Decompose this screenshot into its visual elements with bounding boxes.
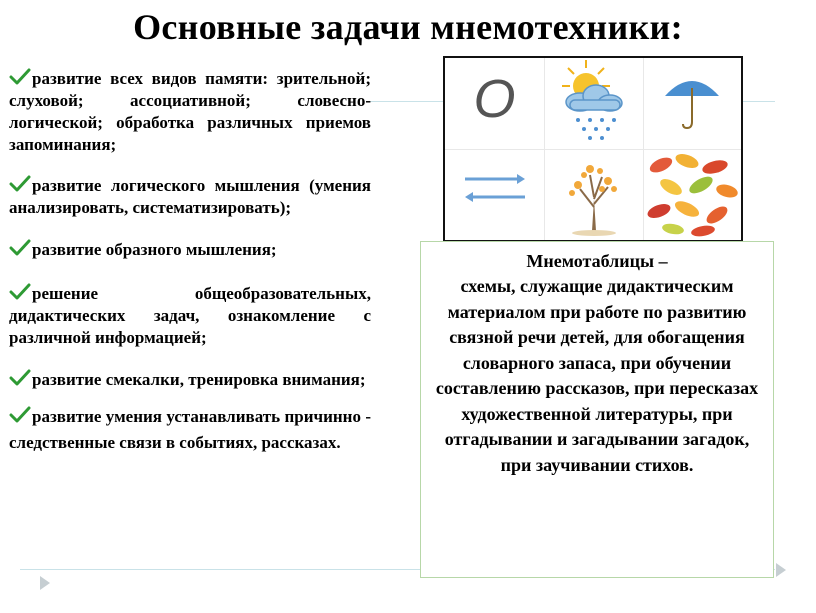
definition-card [420, 241, 774, 578]
list-item: развитие логического мышления (умения анализировать, систематизировать); [9, 176, 371, 217]
task-list [9, 68, 371, 469]
bullet-arrow-icon [40, 576, 50, 590]
list-item: решение общеобразовательных, дидактических задач, ознакомление с различной информацией; [9, 284, 371, 347]
arrows-icon [445, 149, 544, 240]
checkmark-icon [9, 239, 31, 257]
page-title: Основные задачи мнемотехники: [133, 7, 683, 47]
definition-text: схемы, служащие дидактическим материалом при работе по развитию связной речи детей, для обогащения словарного запаса, при обучении составлению рассказов, при пересказах художественной литературы, при отгадывании и загадывании загадок, при заучивании стихов. [435, 276, 759, 475]
checkmark-icon [9, 369, 31, 387]
list-item: развитие образного мышления; [9, 239, 371, 261]
list-item: развитие смекалки, тренировка внимания; [9, 369, 371, 391]
falling-leaves-icon [643, 149, 742, 240]
letter-o-icon: O [473, 69, 516, 129]
sun-cloud-rain-icon [544, 58, 643, 149]
umbrella-icon [643, 58, 742, 149]
checkmark-icon [9, 283, 31, 301]
bullet-arrow-icon [776, 563, 786, 577]
checkmark-icon [9, 406, 31, 424]
definition-term: Мнемотаблицы – [526, 251, 668, 271]
checkmark-icon [9, 175, 31, 193]
checkmark-icon [9, 68, 31, 86]
list-item: развитие умения устанавливать причинно - следственные связи в событиях, рассказах. [9, 407, 371, 452]
list-item: развитие всех видов памяти: зрительной; слуховой; ассоциативной; словесно-логической; обработка различных приемов запоминания; [9, 69, 371, 154]
mnemonic-table [443, 56, 743, 242]
autumn-tree-icon [544, 149, 643, 240]
